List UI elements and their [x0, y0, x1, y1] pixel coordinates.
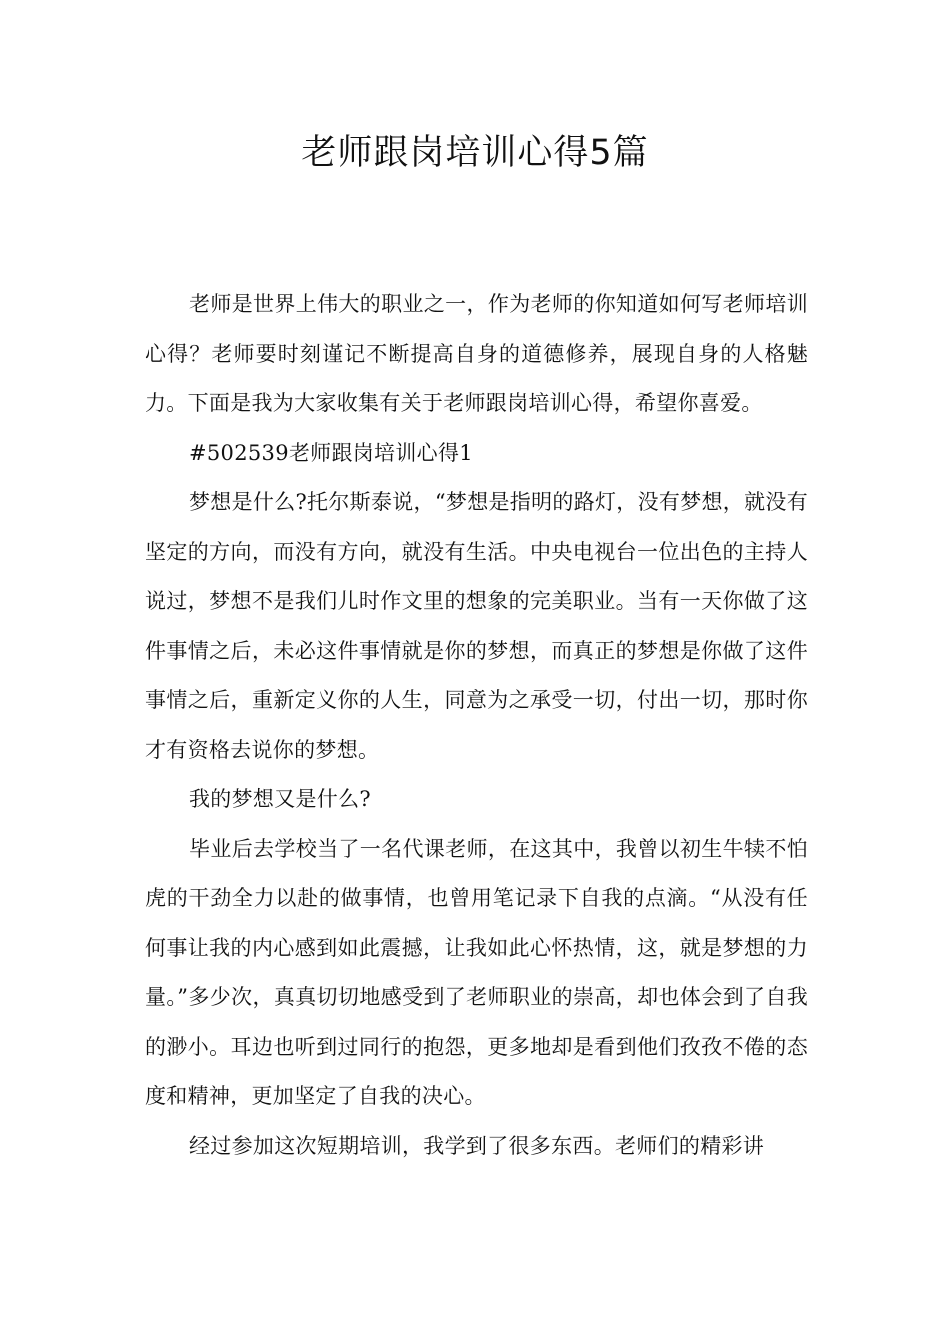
body-paragraph: 梦想是什么?托尔斯泰说，“梦想是指明的路灯，没有梦想，就没有坚定的方向，而没有方向，就没有生活。中央电视台一位出色的主持人说过，梦想不是我们儿时作文里的想象的完美职业。当有一天你做了这件事情之后，未必这件事情就是你的梦想，而真正的梦想是你做了这件事情之后，重新定义你的人生，同意为之承受一切，付出一切，那时你才有资格去说你的梦想。 [145, 490, 808, 762]
section-heading: #502539老师跟岗培训心得1 [189, 440, 473, 465]
body-paragraph: 我的梦想又是什么? [189, 787, 371, 811]
body-paragraph: 毕业后去学校当了一名代课老师，在这其中，我曾以初生牛犊不怕虎的干劲全力以赴的做事情，也曾用笔记录下自我的点滴。“从没有任何事让我的内心感到如此震撼，让我如此心怀热情，这，就是梦想的力量。”多少次，真真切切地感受到了老师职业的崇高，却也体会到了自我的渺小。耳边也听到过同行的抱怨，更多地却是看到他们孜孜不倦的态度和精神，更加坚定了自我的决心。 [145, 836, 808, 1108]
document-title: 老师跟岗培训心得5篇 [301, 133, 649, 173]
document-body [145, 280, 808, 1171]
body-paragraph: 经过参加这次短期培训，我学到了很多东西。老师们的精彩讲 [189, 1133, 765, 1158]
intro-paragraph: 老师是世界上伟大的职业之一，作为老师的你知道如何写老师培训心得？老师要时刻谨记不断提高自身的道德修养，展现自身的人格魅力。下面是我为大家收集有关于老师跟岗培训心得，希望你喜爱。 [145, 292, 808, 415]
